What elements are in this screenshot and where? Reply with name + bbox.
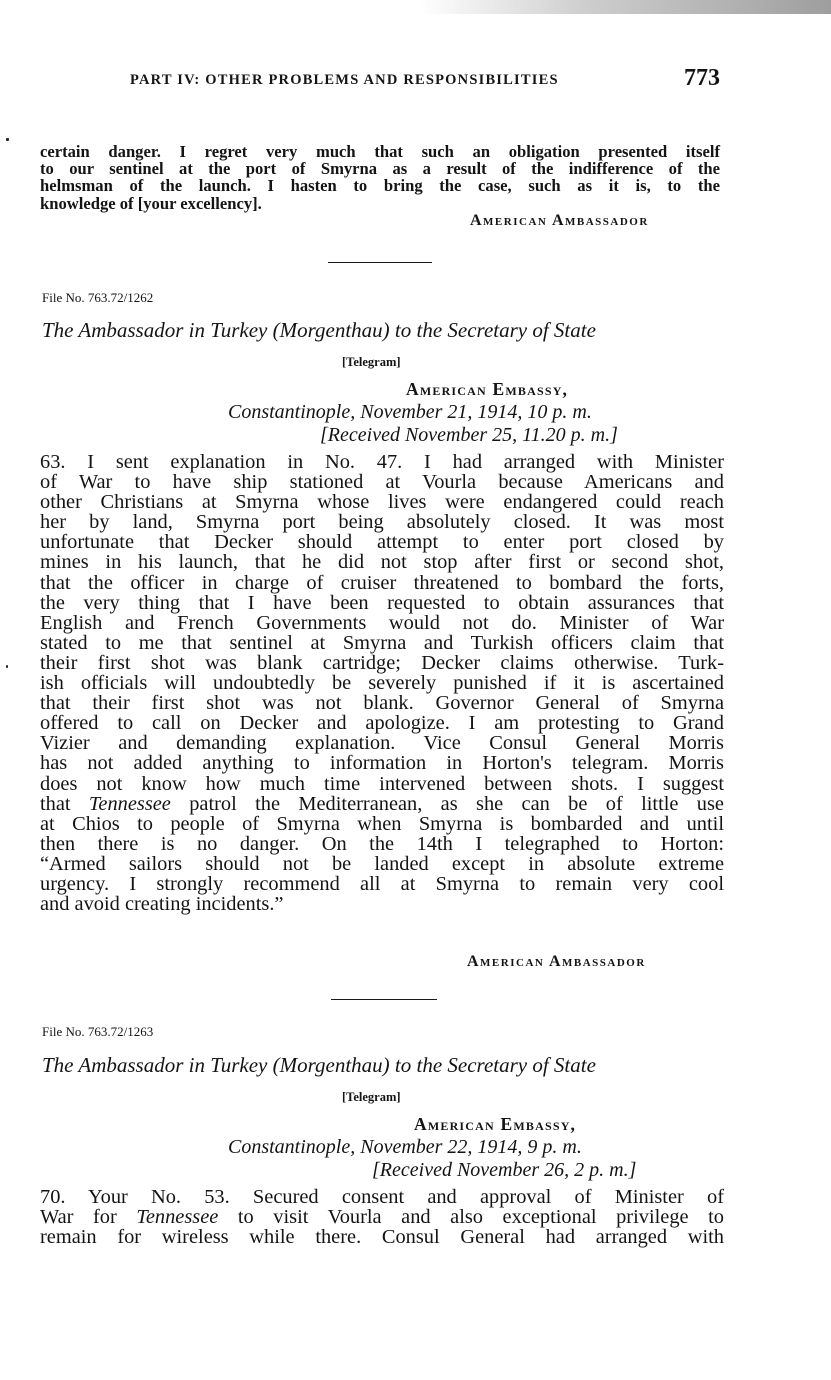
telegram-body [40, 452, 724, 914]
page-number: 773 [684, 65, 720, 91]
received-line: [Received November 26, 2 p. m.] [372, 1159, 637, 1181]
scan-speck [6, 665, 8, 668]
title-part: ) to the Secretary of State [382, 1053, 596, 1077]
signature: American Ambassador [470, 212, 649, 229]
section-divider [328, 262, 432, 263]
telegram-tag: [Telegram] [342, 355, 401, 369]
scan-artifact [420, 0, 831, 14]
embassy-heading: American Embassy, [406, 379, 569, 399]
document-title [42, 1053, 596, 1078]
text-line: their first shot was blank cartridge; Decker claims otherwise. Turk- [40, 651, 724, 674]
text-line: remain for wireless while there. Consul General had arranged with [40, 1226, 724, 1249]
text-line: ish officials will undoubtedly be severely punished if it is ascertained [40, 672, 724, 695]
scan-speck [6, 138, 9, 141]
text-line: the very thing that I have been requested to obtain assurances that [40, 591, 724, 614]
title-name: Morgenthau [279, 1053, 383, 1077]
signature: American Ambassador [467, 953, 646, 970]
text-line: her by land, Smyrna port being absolutely closed. It was most [40, 511, 724, 534]
text-line: “Armed sailors should not be landed except in absolute extreme [40, 852, 724, 875]
text-line: certain danger. I regret very much that such an obligation presented itself [40, 142, 720, 161]
text-line: Vizier and demanding explanation. Vice Consul General Morris [40, 732, 724, 755]
text-line: that Tennessee patrol the Mediterranean, as she can be of little use [40, 792, 724, 815]
italic-term: Tennessee [88, 792, 171, 815]
file-number: File No. 763.72/1263 [42, 1024, 154, 1039]
text-line: offered to call on Decker and apologize. I am protesting to Grand [40, 712, 724, 735]
text-line: 70. Your No. 53. Secured consent and approval of Minister of [40, 1186, 724, 1208]
embassy-heading: American Embassy, [414, 1114, 577, 1134]
text-line: 63. I sent explanation in No. 47. I had arranged with Minister [40, 451, 724, 473]
italic-term: Tennessee [136, 1206, 219, 1229]
continuation-paragraph [40, 143, 720, 212]
text-line: that their first shot was not blank. Governor General of Smyrna [40, 692, 724, 715]
dateline: Constantinople, November 21, 1914, 10 p. m. [228, 401, 592, 423]
text-line: stated to me that sentinel at Smyrna and Turkish officers claim that [40, 631, 724, 654]
running-head: PART IV: OTHER PROBLEMS AND RESPONSIBILITIES [130, 72, 559, 88]
text-line: at Chios to people of Smyrna when Smyrna is bombarded and until [40, 812, 724, 835]
title-part: ) to the Secretary of State [382, 318, 596, 342]
received-line: [Received November 25, 11.20 p. m.] [320, 424, 618, 446]
text-line: English and French Governments would not do. Minister of War [40, 611, 724, 634]
text-line: that the officer in charge of cruiser threatened to bombard the forts, [40, 571, 724, 594]
text-line: urgency. I strongly recommend all at Smyrna to remain very cool [40, 872, 724, 895]
text-line: has not added anything to information in Horton's telegram. Morris [40, 752, 724, 775]
title-name: Morgenthau [279, 318, 383, 342]
text-line: knowledge of [your excellency]. [40, 193, 262, 213]
text-line: to our sentinel at the port of Smyrna as a result of the indifference of the [40, 159, 720, 179]
dateline: Constantinople, November 22, 1914, 9 p. m. [228, 1136, 582, 1158]
text-line: helmsman of the launch. I hasten to bring the case, such as it is, to the [40, 176, 720, 196]
text-line: then there is no danger. On the 14th I telegraphed to Horton: [40, 832, 724, 855]
file-number: File No. 763.72/1262 [42, 290, 154, 305]
text-line: and avoid creating incidents.” [40, 893, 284, 916]
title-part: The Ambassador in Turkey ( [42, 318, 280, 342]
title-part: The Ambassador in Turkey ( [42, 1053, 280, 1077]
telegram-body [40, 1187, 724, 1247]
text-line: of War to have ship stationed at Vourla because Americans and [40, 471, 724, 494]
telegram-tag: [Telegram] [342, 1090, 401, 1104]
text-line: does not know how much time intervened between shots. I suggest [40, 772, 724, 795]
text-line: mines in his launch, that he did not stop after first or second shot, [40, 551, 724, 574]
text-line: unfortunate that Decker should attempt to enter port closed by [40, 531, 724, 554]
text-line: other Christians at Smyrna whose lives were endangered could reach [40, 491, 724, 514]
section-divider [331, 999, 437, 1000]
document-title [42, 318, 596, 343]
text-line: War for Tennessee to visit Vourla and also exceptional privilege to [40, 1206, 724, 1229]
